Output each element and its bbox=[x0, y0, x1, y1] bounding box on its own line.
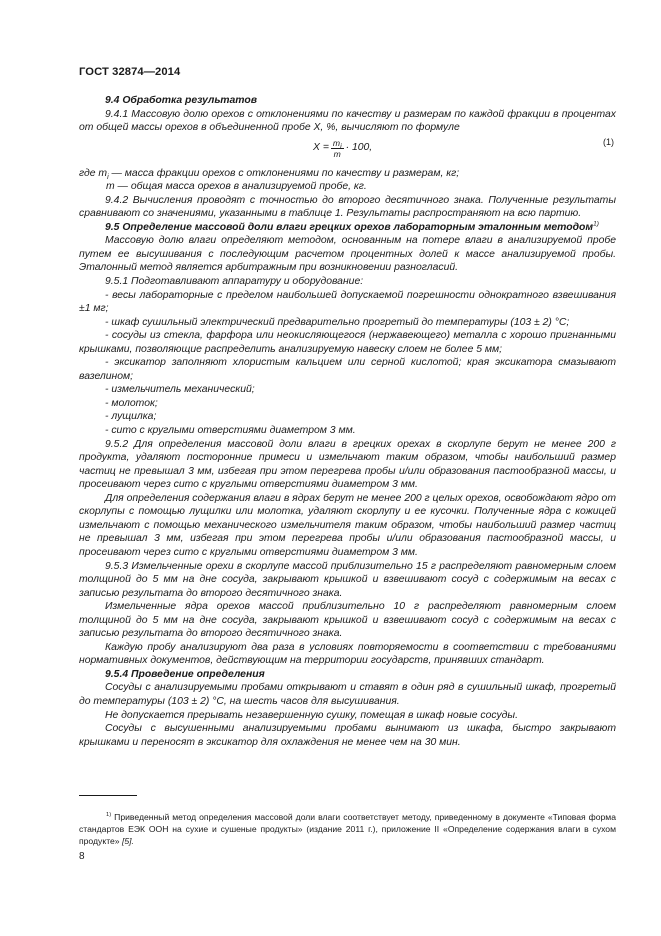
list-item: - шкаф сушильный электрический предварительно прогретый до температуры (103 ± 2) °С; bbox=[105, 316, 570, 328]
list-item: - лущилка; bbox=[105, 411, 157, 423]
formula-num-sub: i bbox=[340, 143, 342, 151]
paragraph-9-5-4-a: Сосуды с анализируемыми пробами открывают и ставят в один ряд в сушильный шкаф, прогретый до температуры (103 ± 2) °С, на шесть часов для высушивания. bbox=[79, 682, 616, 707]
footnote-reference: [5]. bbox=[121, 836, 134, 847]
paragraph-9-5-2: 9.5.2 Для определения массовой доли влаги в грецких орехах в скорлупе берут не менее 200 г продукта, удаляют посторонние примеси и измельчают таким образом, чтобы наибольший размер частиц не превышал 3 мм, избегая при этом перегрева пробы и/или образования пастообразной массы, и просеивают через сито с круглыми отверстиями диаметром 3 мм. bbox=[79, 438, 616, 491]
formula-1 bbox=[79, 136, 616, 164]
section-9-5-heading bbox=[79, 221, 616, 235]
list-item: - сито с круглыми отверстиями диаметром 3 мм. bbox=[105, 425, 356, 437]
section-9-5-heading-text: 9.5 Определение массовой доли влаги грецких орехов лабораторным эталонным методом bbox=[105, 221, 594, 233]
footnote-divider bbox=[79, 795, 137, 796]
where-mi-sub: i bbox=[107, 173, 109, 181]
where-m-text: m — общая масса орехов в анализируемой пробе, кг. bbox=[106, 181, 367, 193]
footnote-text: Приведенный метод определения массовой доли влаги соответствует методу, приведенному в документе «Типовая форма стандартов ЕЭК ООН на сухие и сушеные продукты» (издание 2011 г.), приложение II «Определение содержания влаги в сухом продукте» bbox=[79, 811, 616, 847]
paragraph-9-5-3: 9.5.3 Измельченные орехи в скорлупе массой приблизительно 15 г распределяют равномерным слоем толщиной до 5 мм на дне сосуда, закрывают крышкой и взвешивают сосуд с содержимым на весах с записью результата до второго десятичного знака. bbox=[79, 560, 616, 599]
paragraph-9-5-3-kernels: Измельченные ядра орехов массой приблизительно 10 г распределяют равномерным слоем толщиной до 5 мм на дне сосуда, закрывают крышкой и взвешивают сосуд с содержимым на весах с записью результата до второго десятичного знака. bbox=[79, 601, 616, 640]
list-item: - весы лабораторные с пределом наибольшей допускаемой погрешности однократного взвешивания ±1 мг; bbox=[79, 289, 616, 315]
list-item: - эксикатор заполняют хлористым кальцием или серной кислотой; края эксикатора смазывают вазелином; bbox=[79, 357, 616, 382]
paragraph-9-5-4-c: Сосуды с высушенными анализируемыми пробами вынимают из шкафа, быстро закрывают крышками и переносят в эксикатор для охлаждения не менее чем на 30 мин. bbox=[79, 723, 616, 748]
paragraph-9-4-2: 9.4.2 Вычисления проводят с точностью до второго десятичного знака. Полученные результаты сравнивают со значениями, указанными в таблице 1. Результаты распространяют на всю партию. bbox=[79, 194, 616, 220]
paragraph-9-5-1: 9.5.1 Подготавливают аппаратуру и оборудование: bbox=[105, 276, 364, 288]
page-number: 8 bbox=[79, 851, 85, 862]
paragraph-9-4-1: 9.4.1 Массовую долю орехов с отклонениями по качеству и размерам по каждой фракции в процентах от общей массы орехов в объединенной пробе X, %, вычисляют по формуле bbox=[79, 108, 616, 134]
where-mi-rest: — масса фракции орехов с отклонениями по качеству и размерам, кг; bbox=[108, 167, 460, 179]
where-clause-mi bbox=[79, 167, 616, 181]
paragraph-9-5-2-kernels: Для определения содержания влаги в ядрах берут не менее 200 г целых орехов, освобождают ядро от скорлупы с помощью лущилки или молотка, удаляют скорлупу и ее кусочки. Полученные ядра с кожицей измельчают с помощью механического измельчителя таким образом, чтобы наибольший размер частиц не превышал 3 мм, избегая при этом перегрева пробы и/или образования пастообразной массы, и просеивают через сито с круглыми отверстиями диаметром 3 мм. bbox=[79, 492, 616, 558]
formula-numerator bbox=[331, 138, 344, 149]
formula-num-m: m bbox=[332, 137, 341, 148]
formula-fraction bbox=[331, 138, 344, 159]
paragraph-9-5-4-b: Не допускается прерывать незавершенную сушку, помещая в шкаф новые сосуды. bbox=[105, 709, 518, 721]
section-9-4-heading: 9.4 Обработка результатов bbox=[105, 95, 257, 106]
footnote bbox=[79, 811, 616, 848]
document-header: ГОСТ 32874—2014 bbox=[79, 66, 181, 78]
footnote-marker-ref: 1) bbox=[593, 220, 599, 228]
formula-lhs: X = bbox=[313, 142, 329, 154]
list-item: - измельчитель механический; bbox=[105, 384, 255, 396]
paragraph-9-5-3-repeat: Каждую пробу анализируют два раза в условиях повторяемости в соответствии с требованиями нормативных документов, действующим на территории государств, принявших стандарт. bbox=[79, 641, 616, 667]
formula-rhs: · 100, bbox=[345, 142, 373, 154]
list-item: - молоток; bbox=[105, 397, 158, 409]
formula-denominator: m bbox=[333, 148, 341, 159]
formula-number: (1) bbox=[603, 136, 614, 147]
section-9-5-4-heading: 9.5.4 Проведение определения bbox=[105, 668, 265, 680]
footnote-marker: 1) bbox=[106, 811, 112, 818]
list-item: - сосуды из стекла, фарфора или неокисляющегося (нержавеющего) металла с хорошо пригнанными крышками, позволяющие распределить анализируемую навеску слоем не более 5 мм; bbox=[79, 330, 616, 355]
where-clause-m bbox=[79, 180, 616, 194]
main-content bbox=[79, 94, 616, 749]
paragraph-9-5-intro: Массовую долю влаги определяют методом, основанным на потере влаги в анализируемой пробе путем ее высушивания с последующим расчетом процентных долей к массе анализируемой пробы. Эталонный метод является арбитражным при возникновении разногласий. bbox=[79, 235, 616, 274]
where-mi-prefix: где m bbox=[79, 167, 108, 179]
formula-expression bbox=[313, 138, 372, 159]
